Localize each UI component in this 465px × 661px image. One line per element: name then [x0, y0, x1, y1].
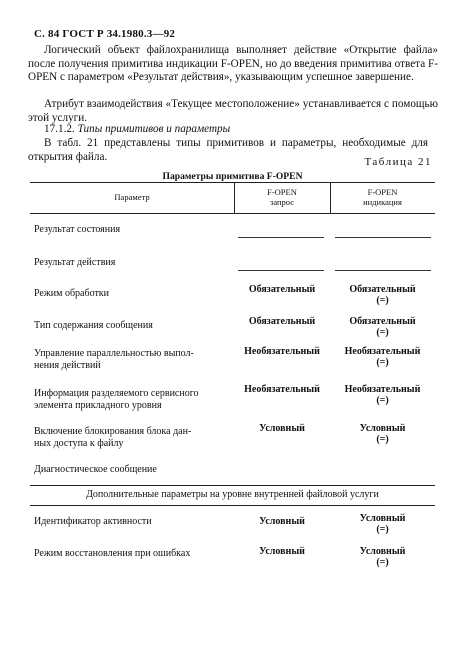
header-request-line2: запрос [269, 197, 295, 207]
row-action-result-req-line [238, 270, 324, 271]
table-caption: Таблица 21 [364, 156, 432, 168]
row-activity-id: Идентификатор активности [34, 516, 152, 527]
row-locking-enable [34, 426, 232, 450]
row-content-type-ind-eq: (=) [376, 327, 389, 338]
row-locking-enable-line1: Включение блокирования блока дан- [34, 426, 192, 437]
row-locking-enable-ind-eq: (=) [376, 434, 389, 445]
row-content-type-ind: Обязательный [349, 316, 416, 327]
row-concurrency-control-line1: Управление параллельностью выпол- [34, 348, 194, 359]
paragraph-1: Логический объект файлохранилища выполняет действие «Открытие файла» после получения примитива индикации F-OPEN, но до введения примитива ответа F-OPEN с параметром «Результат действия», указывающим успешное завершение. [28, 44, 438, 84]
subheader-top-border [30, 485, 435, 486]
table-subheader: Дополнительные параметры на уровне внутренней файловой услуги [86, 489, 379, 500]
row-concurrency-control [34, 348, 232, 372]
row-processing-mode-req: Обязательный [248, 284, 316, 295]
row-action-result: Результат действия [34, 257, 116, 268]
row-locking-enable-line2: ных доступа к файлу [34, 438, 124, 449]
parameters-table [30, 182, 435, 577]
row-concurrency-control-ind-eq: (=) [376, 357, 389, 368]
header-indication-line1: F-OPEN [367, 187, 398, 197]
table-title: Параметры примитива F-OPEN [162, 171, 303, 182]
row-processing-mode-ind-eq: (=) [376, 295, 389, 306]
section-heading [44, 123, 230, 135]
row-processing-mode-ind: Обязательный [349, 284, 416, 295]
header-indication [330, 187, 435, 207]
row-activity-id-ind: Условный [359, 513, 406, 524]
row-content-type: Тип содержания сообщения [34, 320, 153, 331]
header-indication-line2: индикация [363, 197, 402, 207]
row-status-result: Результат состояния [34, 224, 121, 235]
row-error-recovery-req: Условный [259, 546, 305, 557]
row-diagnostic: Диагностическое сообщение [34, 464, 157, 475]
row-activity-id-req: Условный [259, 516, 305, 527]
header-request [234, 187, 330, 207]
row-status-result-req-line [238, 237, 324, 238]
paragraph-2: Атрибут взаимодействия «Текущее местоположение» устанавливается с помощью этой услуги. [28, 98, 438, 124]
subheader-bottom-border [30, 505, 435, 506]
row-concurrency-control-ind: Необязательный [344, 346, 421, 357]
paragraph-3: В табл. 21 представлены типы примитивов и параметры, необходимые для открытия файла. [28, 137, 428, 163]
section-number: 17.1.2. [44, 123, 75, 135]
header-param: Параметр [114, 192, 150, 202]
row-locking-enable-req: Условный [259, 423, 305, 434]
row-shared-ase-info [34, 388, 232, 412]
row-activity-id-ind-eq: (=) [376, 524, 389, 535]
row-shared-ase-info-req: Необязательный [244, 384, 320, 395]
row-content-type-req: Обязательный [248, 316, 316, 327]
row-action-result-ind-line [335, 270, 431, 271]
section-title: Типы примитивов и параметры [77, 123, 231, 135]
row-processing-mode: Режим обработки [34, 288, 110, 299]
row-shared-ase-info-ind-eq: (=) [376, 395, 389, 406]
row-status-result-ind-line [335, 237, 431, 238]
page-header: С. 84 ГОСТ Р 34.1980.3—92 [34, 28, 176, 40]
row-error-recovery-ind: Условный [359, 546, 406, 557]
row-shared-ase-info-ind: Необязательный [344, 384, 421, 395]
row-concurrency-control-req: Необязательный [244, 346, 320, 357]
row-locking-enable-ind: Условный [359, 423, 406, 434]
header-request-line1: F-OPEN [267, 187, 297, 197]
row-shared-ase-info-line1: Информация разделяемого сервисного [34, 388, 199, 399]
row-shared-ase-info-line2: элемента прикладного уровня [34, 400, 162, 411]
row-error-recovery-ind-eq: (=) [376, 557, 389, 568]
row-error-recovery: Режим восстановления при ошибках [34, 548, 191, 559]
table-header-border [30, 213, 435, 214]
table-top-border [30, 182, 435, 183]
row-concurrency-control-line2: нения действий [34, 360, 101, 371]
